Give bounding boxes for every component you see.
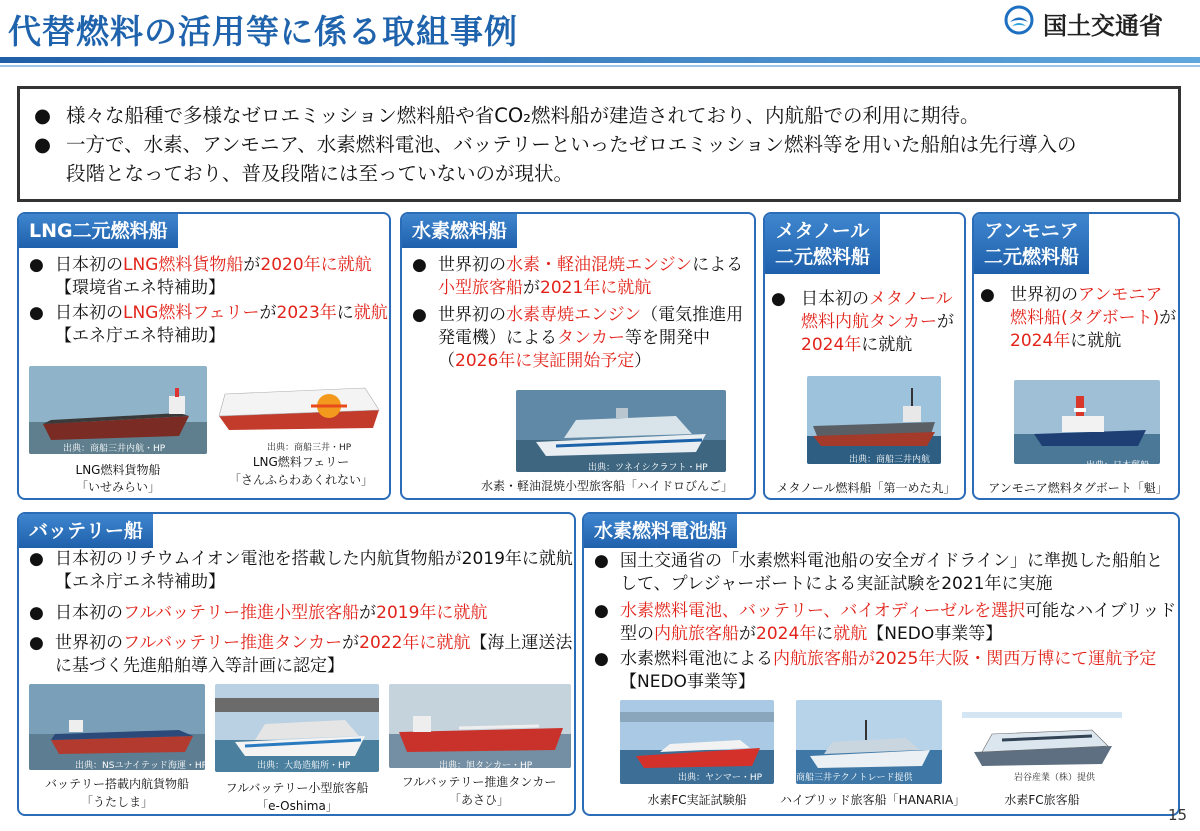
text: 【環境省エネ特補助】 [55,278,225,298]
text: が [937,312,954,332]
highlight: 小型旅客船 [438,278,523,298]
panel-fuel-cell [582,512,1180,816]
fc-bullet-2 [594,600,1178,646]
highlight: 2024年 [801,335,862,355]
photo-caption: 「さんふらわあくれない」 [228,473,373,487]
photo-caption: アンモニア燃料タグボート「魁」 [988,481,1168,495]
bullet-icon: ● [34,104,52,127]
text: （電気推進用発電機）による [438,305,744,348]
highlight: メタノール燃料内航タンカー [801,289,953,332]
bullet-icon: ● [594,601,609,621]
highlight: 内航旅客船が2025年大阪・関西万博にて運航予定 [773,649,1157,669]
fc-bullet-3 [594,648,1178,694]
highlight: 2020年に就航 [260,255,372,275]
battery-bullet-3 [29,632,575,678]
h2-bullet-1 [412,254,752,300]
photo-credit: 出典：商船三井・HP [267,443,352,453]
bullet-icon: ● [29,633,44,653]
photo-caption: バッテリー搭載内航貨物船 [44,777,189,791]
text: 【NEDO事業等】 [620,672,755,692]
highlight: 2019年に就航 [376,603,488,623]
highlight: 2024年 [1010,331,1071,351]
text: 日本初の [55,255,123,275]
highlight: 水素燃料電池、バッテリー、バイオディーゼルを選択 [620,601,1026,621]
text: が [1159,308,1177,328]
text: 日本初の [801,289,869,309]
panel-hydrogen [400,212,756,500]
photo-caption: 「e-Oshima」 [256,799,338,813]
panel-ammonia [972,212,1180,500]
photo-caption: フルバッテリー小型旅客船 [225,781,369,795]
h2-bullet-2 [412,304,752,373]
text: ） [634,351,652,371]
highlight: 2026年に実証開始予定 [455,351,635,371]
panel-title: 水素燃料船 [402,214,517,248]
text: 日本初のリチウムイオン電池を搭載した内航貨物船が2019年に就航【エネ庁エネ特補助】 [55,549,573,592]
text: 【NEDO事業等】 [867,624,1003,644]
photo-credit: 出典：大島造船所・HP [257,761,351,771]
highlight: フルバッテリー推進タンカー [123,633,343,653]
highlight: 2024年 [756,624,817,644]
text: 世界初の [55,633,123,653]
summary-line-2a: 一方で、水素、アンモニア、水素燃料電池、バッテリーといったゼロエミッション燃料等を用いた船舶は先行導入の [66,133,1077,156]
summary-line-1: 様々な船種で多様なゼロエミッション燃料船や省CO₂燃料船が建造されており、内航船での利用に期待。 [66,104,980,127]
text: 等を開発中（ [438,328,710,371]
text: が [243,255,261,275]
panel-methanol [763,212,966,500]
text: 世界初の [1010,285,1078,305]
photo-caption: 「あさひ」 [448,793,509,807]
photo-caption: 「いせみらい」 [75,480,160,494]
bullet-icon: ● [412,255,427,275]
photo-credit: 出典：ヤンマー・HP [678,773,763,783]
text: 【エネ庁エネ特補助】 [55,326,225,346]
text: 可能なハイブリッド型の [620,601,1177,644]
panel-title [974,214,1089,274]
bullet-icon: ● [594,649,609,669]
panel-title-2: 二元燃料船 [984,246,1080,268]
bullet-icon: ● [29,549,44,569]
text: 国土交通省の「水素燃料電池船の安全ガイドライン」に準拠した船舶として、プレジャーボートによる実証試験を2021年に実施 [620,551,1163,594]
photo-credit: 出典：ツネイシクラフト・HP [588,463,708,473]
panel-title: 水素燃料電池船 [584,514,737,548]
panel-title-2: 二元燃料船 [775,246,871,268]
panel-title-1: メタノール [775,220,870,242]
panel-title: バッテリー船 [19,514,153,548]
text: が [739,624,756,644]
photo-caption: フルバッテリー推進タンカー [401,775,557,789]
photo-caption: 水素FC旅客船 [1004,793,1080,807]
bullet-icon: ● [29,303,44,323]
text: 日本初の [55,303,123,323]
text: 水素燃料電池による [620,649,773,669]
bullet-icon: ● [594,551,609,571]
bullet-icon: ● [412,305,427,325]
highlight: 内航旅客船 [654,624,739,644]
lng-bullet-1 [29,254,389,300]
photo-credit: 出典：NSユナイテッド海運・HP [75,761,208,771]
photo-asahi [389,684,571,768]
battery-bullet-2 [29,602,575,625]
highlight: 水素専焼エンジン [506,305,642,325]
summary-box [17,86,1181,202]
photo-credit: 出典：旭タンカー・HP [439,761,533,771]
summary-line-2 [66,130,1077,188]
page-number: 15 [1168,806,1188,824]
photo-lng-ferry [215,370,387,436]
text: 世界初の [438,305,506,325]
text: が [523,278,540,298]
text: が [359,603,377,623]
text: に [336,303,354,323]
highlight: アンモニア燃料船(タグボート) [1010,285,1163,328]
summary-bullet [34,130,1164,188]
photo-methanol-tanker [807,376,941,464]
nh3-bullet-1 [980,284,1178,353]
bullet-icon: ● [980,285,995,305]
photo-caption: 水素・軽油混焼小型旅客船「ハイドロびんご」 [480,479,733,493]
photo-caption: LNG燃料フェリー [252,455,350,469]
header-rule-thin [0,65,1200,67]
photo-caption: メタノール燃料船「第一めた丸」 [776,481,956,495]
photo-credit: 出典：商船三井内航 [849,455,931,465]
highlight: 2022年に就航 [359,633,471,653]
panel-battery [17,512,576,816]
header-rule [0,57,1200,63]
panel-title: LNG二元燃料船 [19,214,178,248]
meoh-bullet-1 [771,288,965,357]
battery-bullet-1 [29,548,575,594]
highlight: LNG燃料貨物船 [123,255,244,275]
text: 世界初の [438,255,506,275]
bullet-icon: ● [34,133,52,156]
text: に就航 [1070,331,1122,351]
panel-lng [17,212,391,500]
photo-credit: 出典：商船三井内航・HP [63,444,166,454]
photo-caption: ハイブリッド旅客船「HANARIA」 [780,793,966,807]
photo-caption: LNG燃料貨物船 [75,463,161,477]
highlight: 水素・軽油混焼エンジン [506,255,693,275]
text: による [692,255,744,275]
photo-caption: 「うたしま」 [80,795,153,809]
highlight: 2023年 [276,303,337,323]
highlight: タンカー [557,328,625,348]
highlight: LNG燃料フェリー [123,303,260,323]
photo-caption: 水素FC実証試験船 [647,793,747,807]
highlight: フルバッテリー推進小型旅客船 [123,603,360,623]
text: に [816,624,834,644]
text: 日本初の [55,603,123,623]
page-title: 代替燃料の活用等に係る取組事例 [8,12,518,51]
panel-title [765,214,880,274]
summary-line-2b: 段階となっており、普及段階には至っていないのが現状。 [66,162,574,185]
photo-credit: 出典：日本郵船 [1086,461,1150,471]
text: が [259,303,277,323]
highlight: 就航 [353,303,388,323]
text: 【海上運送法に基づく先進船舶導入等計画に認定】 [55,633,573,676]
fc-bullet-1 [594,550,1178,596]
lng-bullet-2 [29,302,389,348]
bullet-icon: ● [771,289,786,309]
text: に就航 [861,335,913,355]
highlight: 2021年に就航 [540,278,652,298]
mlit-logo-icon [1004,5,1034,35]
highlight: 就航 [833,624,868,644]
bullet-icon: ● [29,603,44,623]
text: が [342,633,360,653]
bullet-icon: ● [29,255,44,275]
photo-credit: 商船三井テクノトレード提供 [796,773,913,783]
summary-bullet [34,101,1164,130]
photo-ammonia-tug [1014,380,1160,464]
panel-title-1: アンモニア [984,220,1079,242]
org-name: 国土交通省 [1043,12,1163,40]
photo-credit: 岩谷産業（株）提供 [1014,773,1096,783]
